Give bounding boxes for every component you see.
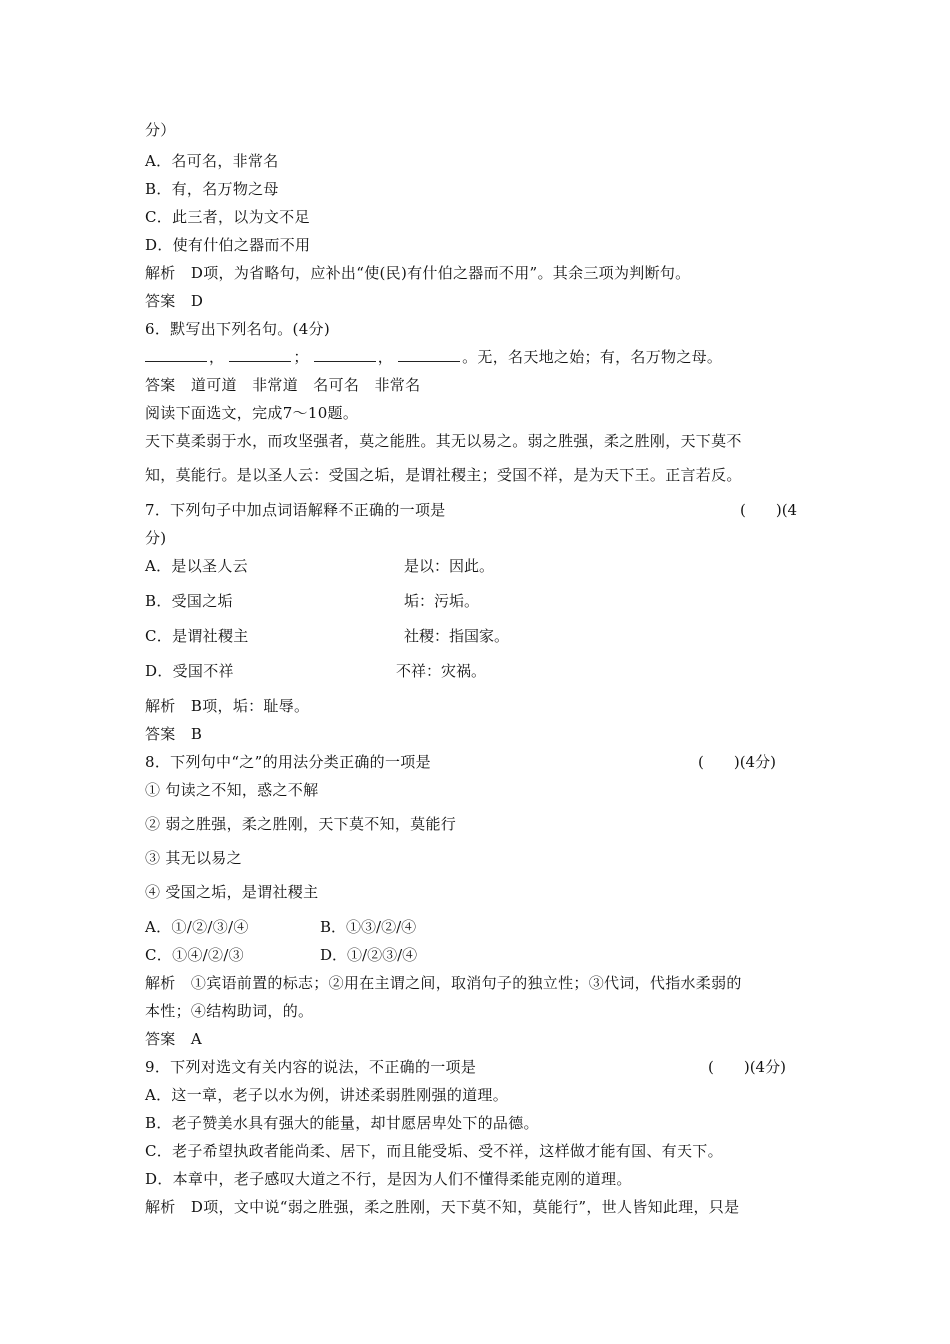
option-a: A．这一章，老子以水为例，讲述柔弱胜刚强的道理。 — [145, 1086, 509, 1104]
sentence-1: ① 句读之不知，惑之不解 — [145, 781, 319, 799]
option-a: A．①/②/③/④ — [145, 918, 249, 936]
answer-text: 答案 B — [145, 725, 203, 743]
analysis-text: 解析 ①宾语前置的标志；②用在主谓之间，取消句子的独立性；③代词，代指水柔弱的 — [145, 974, 742, 992]
text-line: 分） — [145, 121, 176, 139]
question-8-score: ( )(4分) — [698, 753, 776, 771]
text-line: 分) — [145, 529, 167, 547]
answer-blank[interactable] — [229, 347, 291, 362]
option-d: D．受国不祥 — [145, 662, 234, 680]
question-7: 7．下列句子中加点词语解释不正确的一项是 — [145, 501, 446, 519]
analysis-text: 解析 B项，垢：耻辱。 — [145, 697, 310, 715]
option-a: A．名可名，非常名 — [145, 152, 279, 170]
option-b: B．受国之垢 — [145, 592, 233, 610]
option-b: B．有，名万物之母 — [145, 180, 279, 198]
option-a-explanation: 是以：因此。 — [404, 557, 495, 575]
option-d: D．本章中，老子感叹大道之不行，是因为人们不懂得柔能克刚的道理。 — [145, 1170, 632, 1188]
option-d: D．①/②③/④ — [320, 946, 418, 964]
analysis-text: 解析 D项，文中说“弱之胜强，柔之胜刚，天下莫不知，莫能行”，世人皆知此理，只是 — [145, 1198, 740, 1216]
option-d: D．使有什伯之器而不用 — [145, 236, 311, 254]
option-b: B．老子赞美水具有强大的能量，却甘愿居卑处下的品德。 — [145, 1114, 539, 1132]
question-8: 8．下列句中“之”的用法分类正确的一项是 — [145, 753, 431, 771]
option-c: C．老子希望执政者能尚柔、居下，而且能受垢、受不祥，这样做才能有国、有天下。 — [145, 1142, 723, 1160]
answer-blank[interactable] — [145, 347, 207, 362]
sentence-3: ③ 其无以易之 — [145, 849, 242, 867]
passage-line: 知，莫能行。是以圣人云：受国之垢，是谓社稷主；受国不祥，是为天下王。正言若反。 — [145, 466, 742, 484]
option-c: C．是谓社稷主 — [145, 627, 249, 645]
analysis-text: 本性；④结构助词，的。 — [145, 1002, 314, 1020]
answer-blank[interactable] — [398, 347, 460, 362]
reading-instruction: 阅读下面选文，完成7～10题。 — [145, 404, 359, 422]
option-b: B．①③/②/④ — [320, 918, 417, 936]
passage-line: 天下莫柔弱于水，而攻坚强者，莫之能胜。其无以易之。弱之胜强，柔之胜刚，天下莫不 — [145, 432, 742, 450]
option-c: C．①④/②/③ — [145, 946, 244, 964]
analysis-text: 解析 D项，为省略句，应补出“使(民)有什伯之器而不用”。其余三项为判断句。 — [145, 264, 691, 282]
question-6: 6．默写出下列名句。(4分) — [145, 320, 330, 338]
fill-in-line: ， ； ， 。无，名天地之始；有，名万物之母。 — [145, 347, 722, 367]
answer-text: 答案 道可道 非常道 名可名 非常名 — [145, 376, 421, 394]
option-a: A．是以圣人云 — [145, 557, 248, 575]
answer-blank[interactable] — [314, 347, 376, 362]
answer-text: 答案 A — [145, 1030, 203, 1048]
question-9-score: ( )(4分) — [708, 1058, 786, 1076]
option-c: C．此三者，以为文不足 — [145, 208, 310, 226]
option-d-explanation: 不祥：灾祸。 — [396, 662, 487, 680]
answer-text: 答案 D — [145, 292, 204, 310]
fill-in-tail: 。无，名天地之始；有，名万物之母。 — [462, 348, 723, 366]
option-c-explanation: 社稷：指国家。 — [404, 627, 510, 645]
question-7-score: ( )(4 — [740, 501, 798, 519]
sentence-2: ② 弱之胜强，柔之胜刚，天下莫不知，莫能行 — [145, 815, 457, 833]
option-b-explanation: 垢：污垢。 — [404, 592, 480, 610]
sentence-4: ④ 受国之垢，是谓社稷主 — [145, 883, 319, 901]
question-9: 9．下列对选文有关内容的说法，不正确的一项是 — [145, 1058, 477, 1076]
